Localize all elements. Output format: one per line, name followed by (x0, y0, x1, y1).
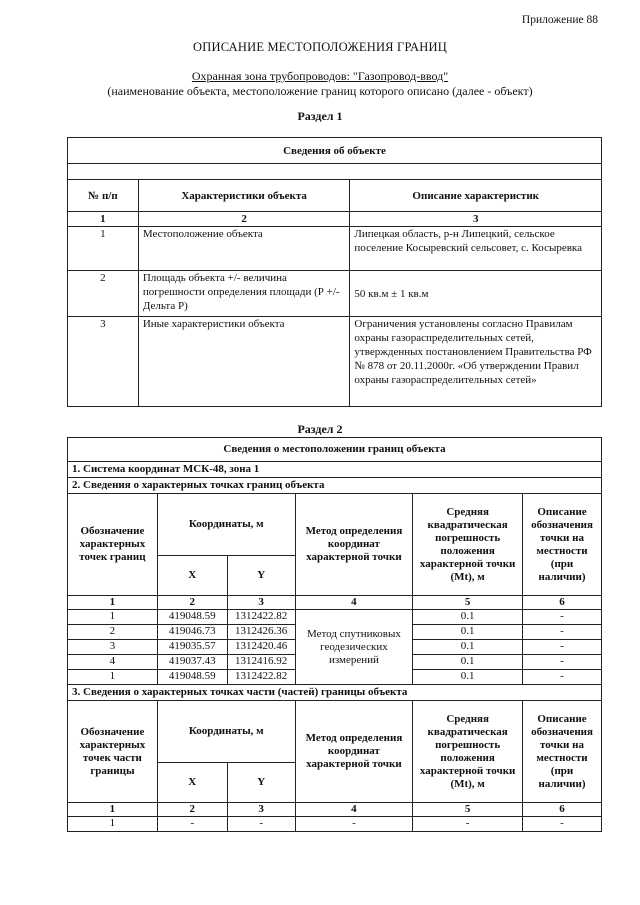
point-desc: - (523, 640, 602, 655)
table-row (68, 610, 602, 625)
object-info-table (67, 137, 602, 407)
index-cell: 2 (138, 212, 350, 227)
point-id: 1 (68, 610, 158, 625)
point-x: 419035.57 (157, 640, 227, 655)
row-num: 2 (68, 271, 139, 317)
point-id: 4 (68, 655, 158, 670)
point-error: 0.1 (413, 640, 523, 655)
table-row (68, 271, 602, 317)
point-x: 419048.59 (157, 610, 227, 625)
index-cell: 3 (227, 596, 295, 610)
point-id: 1 (68, 670, 158, 685)
point-id: 3 (68, 640, 158, 655)
col-header-coords: Координаты, м (157, 701, 295, 763)
point-desc: - (523, 670, 602, 685)
point-y: 1312420.46 (227, 640, 295, 655)
col-header-designation: Обозначение характерных точек части границы (68, 701, 158, 803)
table-row (68, 817, 602, 832)
row-characteristic: Местоположение объекта (138, 227, 350, 271)
index-cell: 6 (523, 803, 602, 817)
object-name-line (0, 69, 640, 84)
index-cell: 4 (295, 803, 413, 817)
index-cell: 5 (413, 596, 523, 610)
index-cell: 1 (68, 803, 158, 817)
col-header-characteristic: Характеристики объекта (138, 180, 350, 212)
index-cell: 5 (413, 803, 523, 817)
row-description: Липецкая область, р-н Липецкий, сельское поселение Косыревский сельсовет, с. Косыревка (350, 227, 602, 271)
point-error: 0.1 (413, 655, 523, 670)
row-num: 3 (68, 317, 139, 407)
point-x: 419048.59 (157, 670, 227, 685)
object-info-title: Сведения об объекте (68, 138, 602, 164)
point-y: 1312426.36 (227, 625, 295, 640)
index-cell: 2 (157, 596, 227, 610)
part3-title: 3. Сведения о характерных точках части (частей) границы объекта (68, 685, 602, 701)
point-desc: - (523, 625, 602, 640)
point-x: 419037.43 (157, 655, 227, 670)
row-characteristic: Иные характеристики объекта (138, 317, 350, 407)
index-cell: 6 (523, 596, 602, 610)
point-desc: - (523, 817, 602, 832)
boundary-table-title: Сведения о местоположении границ объекта (68, 438, 602, 462)
index-cell: 3 (227, 803, 295, 817)
point-desc: - (523, 655, 602, 670)
col-header-description: Описание характеристик (350, 180, 602, 212)
col-header-x: X (157, 763, 227, 803)
col-header-y: Y (227, 763, 295, 803)
boundary-table (67, 437, 602, 832)
index-cell: 4 (295, 596, 413, 610)
col-header-y: Y (227, 556, 295, 596)
point-method: - (295, 817, 413, 832)
spacer-row (68, 164, 602, 180)
col-header-num: № п/п (68, 180, 139, 212)
index-cell: 1 (68, 212, 139, 227)
table-row (68, 317, 602, 407)
point-y: - (227, 817, 295, 832)
object-prefix: Охранная зона трубопроводов: (191, 69, 353, 83)
point-error: - (413, 817, 523, 832)
point-error: 0.1 (413, 670, 523, 685)
object-caption: (наименование объекта, местоположение границ которого описано (далее - объект) (107, 84, 533, 98)
point-method: Метод спутниковых геодезических измерений (295, 610, 413, 685)
point-id: 2 (68, 625, 158, 640)
document-title: ОПИСАНИЕ МЕСТОПОЛОЖЕНИЯ ГРАНИЦ (193, 40, 447, 54)
point-error: 0.1 (413, 625, 523, 640)
object-name: "Газопровод-ввод" (352, 69, 449, 83)
col-header-method: Метод определения координат характерной точки (295, 701, 413, 803)
col-header-point-desc: Описание обозначения точки на местности (при наличии) (523, 701, 602, 803)
col-header-method: Метод определения координат характерной точки (295, 494, 413, 596)
coord-system: 1. Система координат МСК-48, зона 1 (68, 462, 602, 478)
point-y: 1312422.82 (227, 610, 295, 625)
point-y: 1312422.82 (227, 670, 295, 685)
col-header-x: X (157, 556, 227, 596)
row-num: 1 (68, 227, 139, 271)
row-description: Ограничения установлены согласно Правилам охраны газораспределительных сетей, утвержденных постановлением Правительства РФ № 878 от 20.11.2000г. «Об утверждении Правил охраны газораспределительных сетей» (350, 317, 602, 407)
part2-title: 2. Сведения о характерных точках границ объекта (68, 478, 602, 494)
index-cell: 3 (350, 212, 602, 227)
table-row (68, 227, 602, 271)
point-x: - (157, 817, 227, 832)
point-desc: - (523, 610, 602, 625)
point-x: 419046.73 (157, 625, 227, 640)
row-description: 50 кв.м ± 1 кв.м (350, 271, 602, 317)
col-header-designation: Обозначение характерных точек границ (68, 494, 158, 596)
col-header-coords: Координаты, м (157, 494, 295, 556)
col-header-error: Средняя квадратическая погрешность положения характерной точки (Mt), м (413, 701, 523, 803)
appendix-label: Приложение 88 (521, 14, 598, 26)
section-1-label: Раздел 1 (297, 109, 343, 123)
col-header-error: Средняя квадратическая погрешность положения характерной точки (Mt), м (413, 494, 523, 596)
point-id: 1 (68, 817, 158, 832)
point-error: 0.1 (413, 610, 523, 625)
col-header-point-desc: Описание обозначения точки на местности (при наличии) (523, 494, 602, 596)
point-y: 1312416.92 (227, 655, 295, 670)
row-characteristic: Площадь объекта +/- величина погрешности определения площади (Р +/- Дельта Р) (138, 271, 350, 317)
section-2-label: Раздел 2 (297, 422, 343, 436)
index-cell: 2 (157, 803, 227, 817)
index-cell: 1 (68, 596, 158, 610)
